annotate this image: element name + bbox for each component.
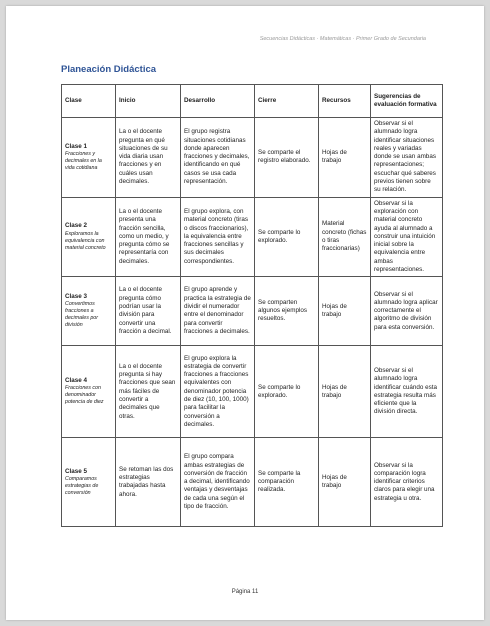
- table-row: [62, 197, 443, 277]
- class-number: Clase 5: [65, 467, 88, 475]
- table-row: [62, 438, 443, 527]
- document-title: Planeación Didáctica: [61, 64, 157, 75]
- class-topic: Convertimos fracciones a decimales por división: [65, 301, 98, 329]
- cell-evaluacion: Observar si el alumnado logra identificar cuándo esta estrategia resulta más eficiente que la división directa.: [371, 346, 443, 438]
- cell-recursos: Hojas de trabajo: [319, 118, 371, 198]
- class-number: Clase 1: [65, 142, 88, 150]
- cell-evaluacion: Observar si el alumnado logra aplicar correctamente el algoritmo de división para esta conversión.: [371, 277, 443, 346]
- cell-evaluacion: Observar si el alumnado logra identificar situaciones reales y variadas donde se usan ambas representaciones; escuchar qué saberes previos tienen sobre su relación.: [371, 118, 443, 198]
- class-number: Clase 4: [65, 377, 88, 385]
- cell-inicio: La o el docente pregunta cómo podrían usar la división para convertir una fracción a decimal.: [116, 277, 181, 346]
- cell-evaluacion: Observar si la exploración con material concreto ayuda al alumnado a construir una intuición inicial sobre la equivalencia entre ambas representaciones.: [371, 197, 443, 277]
- table-row: [62, 277, 443, 346]
- cell-recursos: Hojas de trabajo: [319, 346, 371, 438]
- cell-clase: [62, 346, 116, 438]
- header-recursos: Recursos: [319, 85, 371, 118]
- cell-clase: [62, 197, 116, 277]
- class-topic: Comparamos estrategias de conversión: [65, 475, 99, 496]
- cell-cierre: Se comparte lo explorado.: [255, 346, 319, 438]
- cell-clase: [62, 277, 116, 346]
- cell-desarrollo: El grupo aprende y practica la estrategia de dividir el numerador entre el denominador para convertir fracciones a decimales.: [181, 277, 255, 346]
- cell-desarrollo: El grupo explora, con material concreto (tiras o discos fraccionarios), la equivalencia entre fracciones sencillas y sus decimales correspondientes.: [181, 197, 255, 277]
- class-topic: Fracciones con denominador potencia de diez: [65, 385, 104, 406]
- cell-inicio: La o el docente pregunta si hay fracciones que sean más fáciles de convertir a decimales que otras.: [116, 346, 181, 438]
- cell-cierre: Se comparten algunos ejemplos resueltos.: [255, 277, 319, 346]
- cell-inicio: La o el docente pregunta en qué situaciones de su vida diaria usan fracciones y en cuáles usan decimales.: [116, 118, 181, 198]
- cell-cierre: Se comparte lo explorado.: [255, 197, 319, 277]
- cell-inicio: Se retoman las dos estrategias trabajadas hasta ahora.: [116, 438, 181, 527]
- cell-inicio: La o el docente presenta una fracción sencilla, como un medio, y pregunta cómo se representaría con decimales.: [116, 197, 181, 277]
- table-header-row: [62, 85, 443, 118]
- header-cierre: Cierre: [255, 85, 319, 118]
- header-clase: Clase: [62, 85, 116, 118]
- table-row: [62, 346, 443, 438]
- class-number: Clase 2: [65, 222, 88, 230]
- class-number: Clase 3: [65, 293, 88, 301]
- cell-recursos: Hojas de trabajo: [319, 438, 371, 527]
- class-topic: Exploramos la equivalencia con material concreto: [65, 230, 106, 251]
- cell-desarrollo: El grupo compara ambas estrategias de conversión de fracción a decimal, identificando ventajas y desventajas de cada una según el tipo de fracción.: [181, 438, 255, 527]
- cell-cierre: Se comparte el registro elaborado.: [255, 118, 319, 198]
- class-topic: Fracciones y decimales en la vida cotidiana: [65, 150, 102, 171]
- header-desarrollo: Desarrollo: [181, 85, 255, 118]
- document-page: [6, 6, 484, 620]
- cell-clase: [62, 118, 116, 198]
- cell-recursos: Hojas de trabajo: [319, 277, 371, 346]
- planning-table: [61, 84, 443, 527]
- running-header: Secuencias Didácticas · Matemáticas · Primer Grado de Secundaria: [259, 36, 426, 42]
- cell-recursos: Material concreto (fichas o tiras fraccionarias): [319, 197, 371, 277]
- header-evaluacion: Sugerencias de evaluación formativa: [371, 85, 443, 118]
- cell-clase: [62, 438, 116, 527]
- header-inicio: Inicio: [116, 85, 181, 118]
- page-number: Página 11: [231, 589, 259, 595]
- cell-desarrollo: El grupo explora la estrategia de convertir fracciones a fracciones equivalentes con denominador potencia de diez (10, 100, 1000) para facilitar la conversión a decimales.: [181, 346, 255, 438]
- cell-evaluacion: Observar si la comparación logra identificar criterios claros para elegir una estrategia u otra.: [371, 438, 443, 527]
- table-row: [62, 118, 443, 198]
- cell-cierre: Se comparte la comparación realizada.: [255, 438, 319, 527]
- cell-desarrollo: El grupo registra situaciones cotidianas donde aparecen fracciones y decimales, identificando en qué casos se usa cada representación.: [181, 118, 255, 198]
